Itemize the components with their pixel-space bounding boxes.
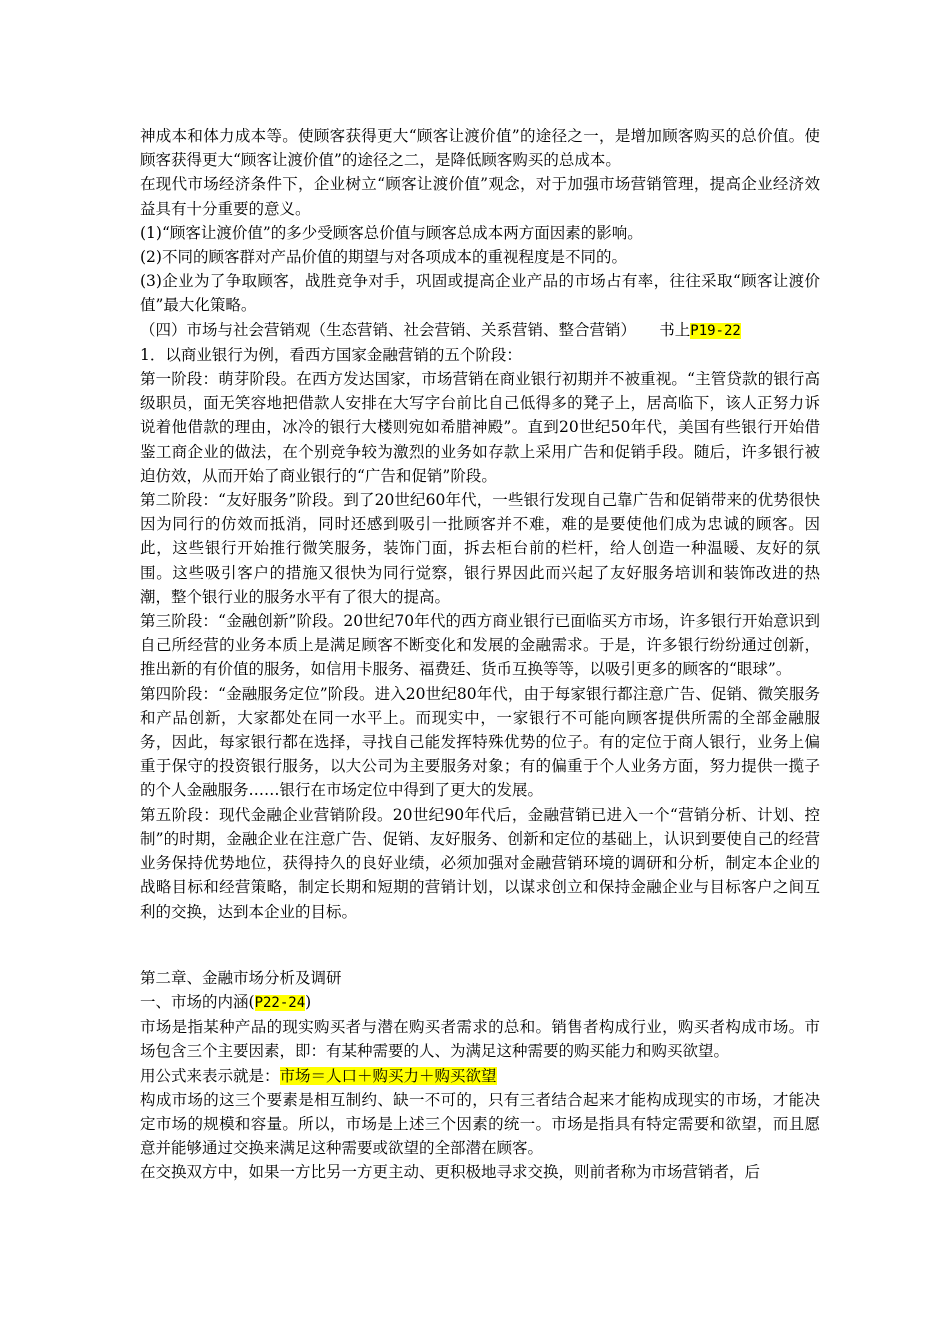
paragraph: 第四阶段：“金融服务定位”阶段。进入20世纪80年代，由于每家银行都注意广告、促销、微笑服务和产品创新，大家都处在同一水平上。而现实中，一家银行不可能向顾客提供所需的全部金融服务，因此，每家银行都在选择，寻找自己能发挥特殊优势的位子。有的定位于商人银行，业务上偏重于保守的投资银行服务，以大公司为主要服务对象；有的偏重于个人业务方面，努力提供一揽子的个人金融服务……银行在市场定位中得到了更大的发展。 [140,684,820,800]
section-heading-text: 一、市场的内涵( [140,992,255,1011]
paragraph: 第一阶段：萌芽阶段。在西方发达国家，市场营销在商业银行初期并不被重视。“主管贷款的银行高级职员，面无笑容地把借款人安排在大写字台前比自己低得多的凳子上，居高临下，该人正努力诉说着他借款的理由，冰冷的银行大楼则宛如希腊神殿”。直到20世纪50年代，美国有些银行开始借鉴工商企业的做法，在个别竞争较为激烈的业务如存款上采用广告和促销手段。随后，许多银行被迫仿效，从而开始了商业银行的“广告和促销”阶段。 [140,370,820,485]
list-item: (1)“顾客让渡价值”的多少受顾客总价值与顾客总成本两方面因素的影响。 [140,223,643,242]
paragraph: 在交换双方中，如果一方比另一方更主动、更积极地寻求交换，则前者称为市场营销者，后 [140,1163,761,1182]
paragraph: 神成本和体力成本等。使顾客获得更大“顾客让渡价值”的途径之一，是增加顾客购买的总价值。使顾客获得更大“顾客让渡价值”的途径之二，是降低顾客购买的总成本。 [140,127,820,170]
paragraph: 第三阶段：“金融创新”阶段。20世纪70年代的西方商业银行已面临买方市场，许多银行开始意识到自己所经营的业务本质上是满足顾客不断变化和发展的金融需求。于是，许多银行纷纷通过创新，推出新的有价值的服务，如信用卡服务、福费廷、货币互换等等，以吸引更多的顾客的“眼球”。 [140,612,820,679]
formula-line [140,1064,820,1088]
formula-lead: 用公式来表示就是： [140,1066,280,1085]
paragraph: 构成市场的这三个要素是相互制约、缺一不可的，只有三者结合起来才能构成现实的市场，才能决定市场的规模和容量。所以，市场是上述三个因素的统一。市场是指具有特定需要和欲望，而且愿意并能够通过交换来满足这种需要或欲望的全部潜在顾客。 [140,1090,820,1158]
closing-paren: ) [305,992,312,1011]
list-item: 1．以商业银行为例，看西方国家金融营销的五个阶段： [140,345,522,364]
document-body [140,124,820,1185]
paragraph: 第五阶段：现代金融企业营销阶段。20世纪90年代后，金融营销已进入一个“营销分析、计划、控制”的时期，金融企业在注意广告、促销、友好服务、创新和定位的基础上，认识到要使自己的经营业务保持优势地位，获得持久的良好业绩，必须加强对金融营销环境的调研和分析，制定本企业的战略目标和经营策略，制定长期和短期的营销计划，以谋求创立和保持金融企业与目标客户之间互利的交换，达到本企业的目标。 [140,805,820,921]
page-reference-highlight: P19-22 [690,322,741,339]
paragraph: 在现代市场经济条件下，企业树立“顾客让渡价值”观念，对于加强市场营销管理，提高企业经济效益具有十分重要的意义。 [140,175,820,218]
page-reference-highlight: P22-24 [254,994,306,1011]
paragraph: 第二阶段：“友好服务”阶段。到了20世纪60年代，一些银行发现自己靠广告和促销带来的优势很快因为同行的仿效而抵消，同时还感到吸引一批顾客并不难，难的是要使他们成为忠诚的顾客。因此，这些银行开始推行微笑服务，装饰门面，拆去柜台前的栏杆，给人创造一种温暖、友好的氛围。这些吸引客户的措施又很快为同行觉察，银行界因此而兴起了友好服务培训和装饰改进的热潮，整个银行业的服务水平有了很大的提高。 [140,491,820,606]
chapter-title: 第二章、金融市场分析及调研 [140,968,342,987]
spacer [140,924,820,966]
paragraph: 市场是指某种产品的现实购买者与潜在购买者需求的总和。销售者构成行业，购买者构成市场。市场包含三个主要因素，即：有某种需要的人、为满足这种需要的购买能力和购买欲望。 [140,1018,820,1061]
formula-highlight: 市场＝人口＋购买力＋购买欲望 [279,1066,497,1085]
list-item: (3)企业为了争取顾客，战胜竞争对手，巩固或提高企业产品的市场占有率，往往采取“顾客让渡价值”最大化策略。 [140,272,820,315]
section-heading [140,990,820,1015]
section-heading-text: （四）市场与社会营销观（生态营销、社会营销、关系营销、整合营销） 书上 [140,320,691,339]
list-item: (2)不同的顾客群对产品价值的期望与对各项成本的重视程度是不同的。 [140,248,627,267]
section-heading [140,318,820,343]
